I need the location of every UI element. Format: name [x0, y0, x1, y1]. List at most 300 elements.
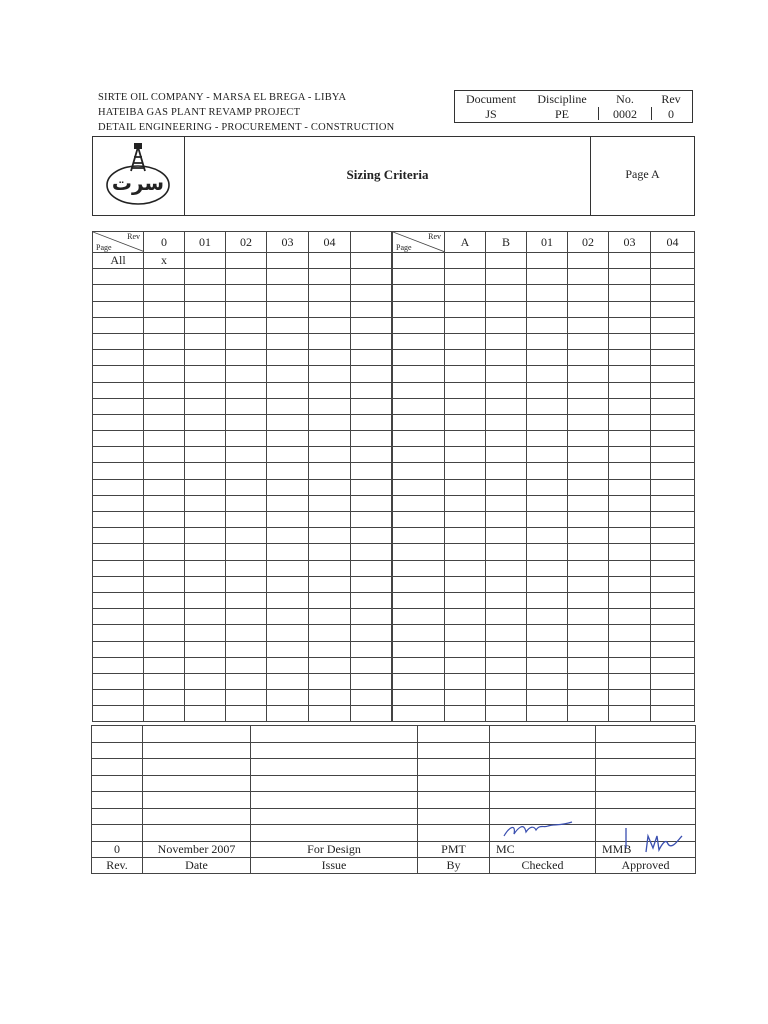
- table-cell: [267, 285, 309, 301]
- table-cell: [185, 269, 226, 285]
- table-cell: [93, 560, 144, 576]
- table-cell: [309, 673, 351, 689]
- scope-line: DETAIL ENGINEERING - PROCUREMENT - CONSTRUCTION: [98, 122, 395, 133]
- rev-column-header: 0: [144, 232, 185, 253]
- table-cell: [393, 301, 445, 317]
- history-cell: [92, 792, 143, 809]
- table-cell: [309, 641, 351, 657]
- table-cell: [309, 447, 351, 463]
- table-row: [93, 512, 392, 528]
- corner-page-label: Page: [396, 243, 412, 252]
- table-cell: [185, 528, 226, 544]
- history-cell: [596, 742, 696, 759]
- history-cell: [418, 726, 490, 743]
- document-label: Document: [466, 92, 516, 106]
- table-cell: [393, 690, 445, 706]
- table-cell: [527, 512, 568, 528]
- corner-rev-label: Rev: [127, 232, 140, 241]
- table-cell: [267, 317, 309, 333]
- table-cell: [144, 625, 185, 641]
- table-row: [393, 673, 695, 689]
- table-cell: [144, 431, 185, 447]
- table-cell: [568, 366, 609, 382]
- table-cell: [445, 673, 486, 689]
- table-cell: [93, 463, 144, 479]
- table-cell: [309, 463, 351, 479]
- table-cell: [93, 576, 144, 592]
- table-cell: [527, 641, 568, 657]
- table-row: [393, 382, 695, 398]
- table-cell: [445, 463, 486, 479]
- table-cell: [267, 495, 309, 511]
- table-cell: [445, 495, 486, 511]
- table-cell: [309, 350, 351, 366]
- table-cell: [351, 269, 392, 285]
- table-row: [93, 592, 392, 608]
- table-cell: [267, 269, 309, 285]
- table-cell: [185, 592, 226, 608]
- table-cell: [267, 512, 309, 528]
- table-cell: [185, 512, 226, 528]
- table-cell: [226, 690, 267, 706]
- table-cell: [651, 479, 695, 495]
- history-cell: [418, 825, 490, 842]
- history-cell: [596, 792, 696, 809]
- table-cell: [651, 576, 695, 592]
- table-cell: [309, 592, 351, 608]
- table-cell: [309, 253, 351, 269]
- table-cell: [486, 641, 527, 657]
- history-cell: [92, 726, 143, 743]
- table-cell: [527, 366, 568, 382]
- table-cell: [527, 382, 568, 398]
- table-cell: [93, 398, 144, 414]
- table-row: [393, 301, 695, 317]
- table-cell: [393, 269, 445, 285]
- table-cell: [527, 447, 568, 463]
- table-row: [93, 382, 392, 398]
- history-cell: [143, 792, 251, 809]
- history-by-value: PMT: [418, 841, 490, 857]
- table-cell: [568, 463, 609, 479]
- table-cell: [144, 414, 185, 430]
- table-cell: [226, 560, 267, 576]
- history-by-label: By: [418, 857, 490, 873]
- table-row: [393, 253, 695, 269]
- table-cell: [609, 706, 651, 722]
- table-cell: [144, 706, 185, 722]
- table-cell: [309, 382, 351, 398]
- history-cell: [143, 808, 251, 825]
- table-cell: [309, 706, 351, 722]
- table-row: [393, 576, 695, 592]
- table-cell: [393, 706, 445, 722]
- table-cell: [568, 253, 609, 269]
- history-cell: [92, 742, 143, 759]
- table-row: [93, 269, 392, 285]
- table-cell: [651, 673, 695, 689]
- table-row: [393, 479, 695, 495]
- table-cell: [527, 253, 568, 269]
- table-cell: [486, 269, 527, 285]
- table-cell: [144, 641, 185, 657]
- table-cell: [486, 366, 527, 382]
- table-cell: [445, 317, 486, 333]
- history-cell: [251, 742, 418, 759]
- table-cell: [609, 609, 651, 625]
- history-issue-label: Issue: [251, 857, 418, 873]
- table-row: [93, 528, 392, 544]
- table-cell: [309, 285, 351, 301]
- corner-page-label: Page: [96, 243, 112, 252]
- table-cell: [568, 560, 609, 576]
- table-cell: [267, 447, 309, 463]
- rev-column-header: 02: [226, 232, 267, 253]
- table-cell: [609, 463, 651, 479]
- table-row: [393, 414, 695, 430]
- table-cell: [267, 463, 309, 479]
- table-row: [93, 479, 392, 495]
- divider: [651, 107, 652, 120]
- table-cell: [393, 285, 445, 301]
- table-cell: [93, 269, 144, 285]
- table-row: [93, 625, 392, 641]
- rev-page-corner-cell: [93, 232, 144, 253]
- table-row: [93, 544, 392, 560]
- table-cell: [226, 366, 267, 382]
- table-cell: [445, 690, 486, 706]
- table-row: [93, 285, 392, 301]
- table-cell: [651, 253, 695, 269]
- table-cell: [527, 414, 568, 430]
- table-cell: [309, 609, 351, 625]
- table-row: [393, 333, 695, 349]
- table-cell: [144, 269, 185, 285]
- table-cell: [445, 431, 486, 447]
- table-cell: [527, 609, 568, 625]
- history-cell: [251, 825, 418, 842]
- table-cell: [651, 350, 695, 366]
- table-cell: [609, 447, 651, 463]
- table-cell: [651, 625, 695, 641]
- table-cell: [486, 431, 527, 447]
- history-blank-row: [92, 742, 696, 759]
- table-cell: [93, 690, 144, 706]
- table-cell: [445, 609, 486, 625]
- table-cell: [226, 333, 267, 349]
- table-cell: [527, 576, 568, 592]
- table-cell: [393, 382, 445, 398]
- table-cell: [609, 398, 651, 414]
- table-cell: [527, 528, 568, 544]
- number-label: No.: [616, 92, 634, 106]
- table-cell: [568, 479, 609, 495]
- table-row: [393, 463, 695, 479]
- table-cell: [351, 350, 392, 366]
- table-cell: [568, 301, 609, 317]
- table-cell: [651, 414, 695, 430]
- table-cell: [226, 447, 267, 463]
- table-cell: [486, 512, 527, 528]
- table-cell: [185, 495, 226, 511]
- history-cell: [251, 808, 418, 825]
- table-row: [93, 333, 392, 349]
- table-cell: [651, 333, 695, 349]
- table-row: [393, 285, 695, 301]
- table-cell: [226, 706, 267, 722]
- history-blank-row: [92, 792, 696, 809]
- table-cell: [226, 414, 267, 430]
- table-cell: [609, 431, 651, 447]
- history-cell: [251, 775, 418, 792]
- table-row: [93, 463, 392, 479]
- table-row: [393, 690, 695, 706]
- table-cell: [351, 463, 392, 479]
- table-cell: [351, 706, 392, 722]
- table-row: [93, 447, 392, 463]
- table-cell: [226, 641, 267, 657]
- table-cell: [486, 576, 527, 592]
- table-cell: [609, 690, 651, 706]
- table-cell: [527, 479, 568, 495]
- table-cell: [486, 253, 527, 269]
- table-cell: [393, 414, 445, 430]
- table-cell: [445, 301, 486, 317]
- table-cell: [93, 431, 144, 447]
- header-row: [93, 232, 392, 253]
- table-cell: [267, 528, 309, 544]
- table-cell: [351, 414, 392, 430]
- table-cell: [486, 479, 527, 495]
- table-cell: [93, 706, 144, 722]
- table-cell: [609, 269, 651, 285]
- table-cell: [486, 301, 527, 317]
- table-row: [393, 350, 695, 366]
- table-row: [93, 398, 392, 414]
- company-line: SIRTE OIL COMPANY - MARSA EL BREGA - LIBYA: [98, 92, 347, 103]
- table-cell: [267, 706, 309, 722]
- rev-label: Rev: [661, 92, 681, 106]
- table-cell: [351, 576, 392, 592]
- table-row: [393, 528, 695, 544]
- table-cell: [651, 285, 695, 301]
- table-cell: [144, 673, 185, 689]
- table-cell: [351, 366, 392, 382]
- table-cell: [144, 690, 185, 706]
- table-cell: [267, 301, 309, 317]
- table-cell: [93, 657, 144, 673]
- table-cell: [651, 317, 695, 333]
- table-cell: [527, 333, 568, 349]
- table-cell: [527, 592, 568, 608]
- table-row: [93, 301, 392, 317]
- document-info-box: [454, 90, 693, 123]
- table-cell: [568, 333, 609, 349]
- table-cell: [226, 528, 267, 544]
- table-cell: [393, 479, 445, 495]
- table-cell: [351, 625, 392, 641]
- table-cell: [609, 350, 651, 366]
- table-cell: [267, 690, 309, 706]
- table-cell: [267, 560, 309, 576]
- table-cell: [609, 592, 651, 608]
- table-cell: [93, 673, 144, 689]
- table-cell: [651, 382, 695, 398]
- history-cell: [596, 775, 696, 792]
- table-row: [393, 269, 695, 285]
- table-cell: [486, 528, 527, 544]
- history-entry-row: [92, 841, 696, 857]
- table-cell: [568, 592, 609, 608]
- table-cell: [445, 382, 486, 398]
- table-cell: [393, 673, 445, 689]
- table-cell: [486, 544, 527, 560]
- table-cell: [309, 544, 351, 560]
- table-cell: [393, 398, 445, 414]
- table-cell: [651, 560, 695, 576]
- table-cell: [651, 366, 695, 382]
- table-cell: [393, 576, 445, 592]
- table-cell: [309, 269, 351, 285]
- table-cell: [486, 333, 527, 349]
- table-cell: [609, 576, 651, 592]
- table-cell: [609, 285, 651, 301]
- table-cell: [309, 625, 351, 641]
- table-row: [93, 253, 392, 269]
- table-cell: [393, 447, 445, 463]
- history-cell: [143, 726, 251, 743]
- table-cell: [185, 609, 226, 625]
- table-cell: [144, 512, 185, 528]
- corner-rev-label: Rev: [428, 232, 441, 241]
- rev-column-header: [351, 232, 392, 253]
- table-cell: [93, 609, 144, 625]
- table-cell: [267, 592, 309, 608]
- table-cell: [486, 398, 527, 414]
- history-blank-row: [92, 759, 696, 776]
- table-cell: [93, 495, 144, 511]
- table-cell: [185, 447, 226, 463]
- title-block: [92, 136, 695, 216]
- history-cell: [418, 808, 490, 825]
- table-cell: [486, 463, 527, 479]
- table-cell: [351, 333, 392, 349]
- table-cell: [351, 447, 392, 463]
- table-cell: [568, 350, 609, 366]
- table-cell: [185, 544, 226, 560]
- table-cell: [568, 285, 609, 301]
- rev-column-header: 03: [609, 232, 651, 253]
- table-cell: [445, 350, 486, 366]
- table-cell: [445, 447, 486, 463]
- table-row: [393, 495, 695, 511]
- revision-history-table: [91, 725, 696, 874]
- history-rev-value: 0: [92, 841, 143, 857]
- table-cell: [267, 657, 309, 673]
- table-cell: [393, 350, 445, 366]
- history-cell: [143, 825, 251, 842]
- header-row: [393, 232, 695, 253]
- table-cell: [445, 706, 486, 722]
- table-cell: [609, 253, 651, 269]
- history-approved-value: MMB: [596, 841, 696, 857]
- table-cell: [351, 657, 392, 673]
- table-cell: [185, 576, 226, 592]
- table-cell: [226, 512, 267, 528]
- history-cell: [418, 775, 490, 792]
- table-cell: [351, 398, 392, 414]
- table-row: [93, 431, 392, 447]
- table-cell: [527, 495, 568, 511]
- table-cell: [185, 625, 226, 641]
- table-cell: [568, 398, 609, 414]
- history-checked-value: MC: [490, 841, 596, 857]
- table-row: [93, 495, 392, 511]
- table-cell: [309, 690, 351, 706]
- table-cell: [568, 495, 609, 511]
- table-cell: [568, 657, 609, 673]
- table-cell: [267, 479, 309, 495]
- table-cell: [144, 333, 185, 349]
- table-cell: [568, 690, 609, 706]
- table-cell: [351, 528, 392, 544]
- table-cell: [651, 592, 695, 608]
- history-cell: [596, 759, 696, 776]
- table-row: [93, 690, 392, 706]
- table-cell: [144, 479, 185, 495]
- history-cell: [596, 726, 696, 743]
- revision-index-right: [392, 231, 695, 722]
- table-cell: [486, 495, 527, 511]
- table-cell: [309, 479, 351, 495]
- table-cell: [393, 609, 445, 625]
- table-cell: [527, 690, 568, 706]
- history-cell: [490, 792, 596, 809]
- history-cell: [251, 792, 418, 809]
- discipline-label: Discipline: [537, 92, 587, 106]
- table-cell: [527, 350, 568, 366]
- table-row: [393, 447, 695, 463]
- history-footer-row: [92, 857, 696, 873]
- table-cell: [527, 431, 568, 447]
- table-cell: [609, 512, 651, 528]
- history-checked-label: Checked: [490, 857, 596, 873]
- rev-column-header: 02: [568, 232, 609, 253]
- table-row: [393, 609, 695, 625]
- table-cell: [351, 301, 392, 317]
- document-title: Sizing Criteria: [346, 167, 429, 182]
- table-cell: [486, 317, 527, 333]
- table-cell: [185, 350, 226, 366]
- table-cell: [445, 398, 486, 414]
- table-cell: [568, 576, 609, 592]
- table-cell: [226, 625, 267, 641]
- table-cell: [144, 576, 185, 592]
- table-cell: [93, 544, 144, 560]
- table-cell: [93, 528, 144, 544]
- table-cell: [445, 544, 486, 560]
- table-cell: [568, 609, 609, 625]
- table-cell: [445, 576, 486, 592]
- table-cell: [393, 528, 445, 544]
- rev-value: 0: [668, 107, 674, 121]
- table-cell: All: [93, 253, 144, 269]
- table-row: [393, 625, 695, 641]
- table-cell: [351, 317, 392, 333]
- table-cell: [445, 366, 486, 382]
- table-cell: [609, 317, 651, 333]
- table-cell: [568, 382, 609, 398]
